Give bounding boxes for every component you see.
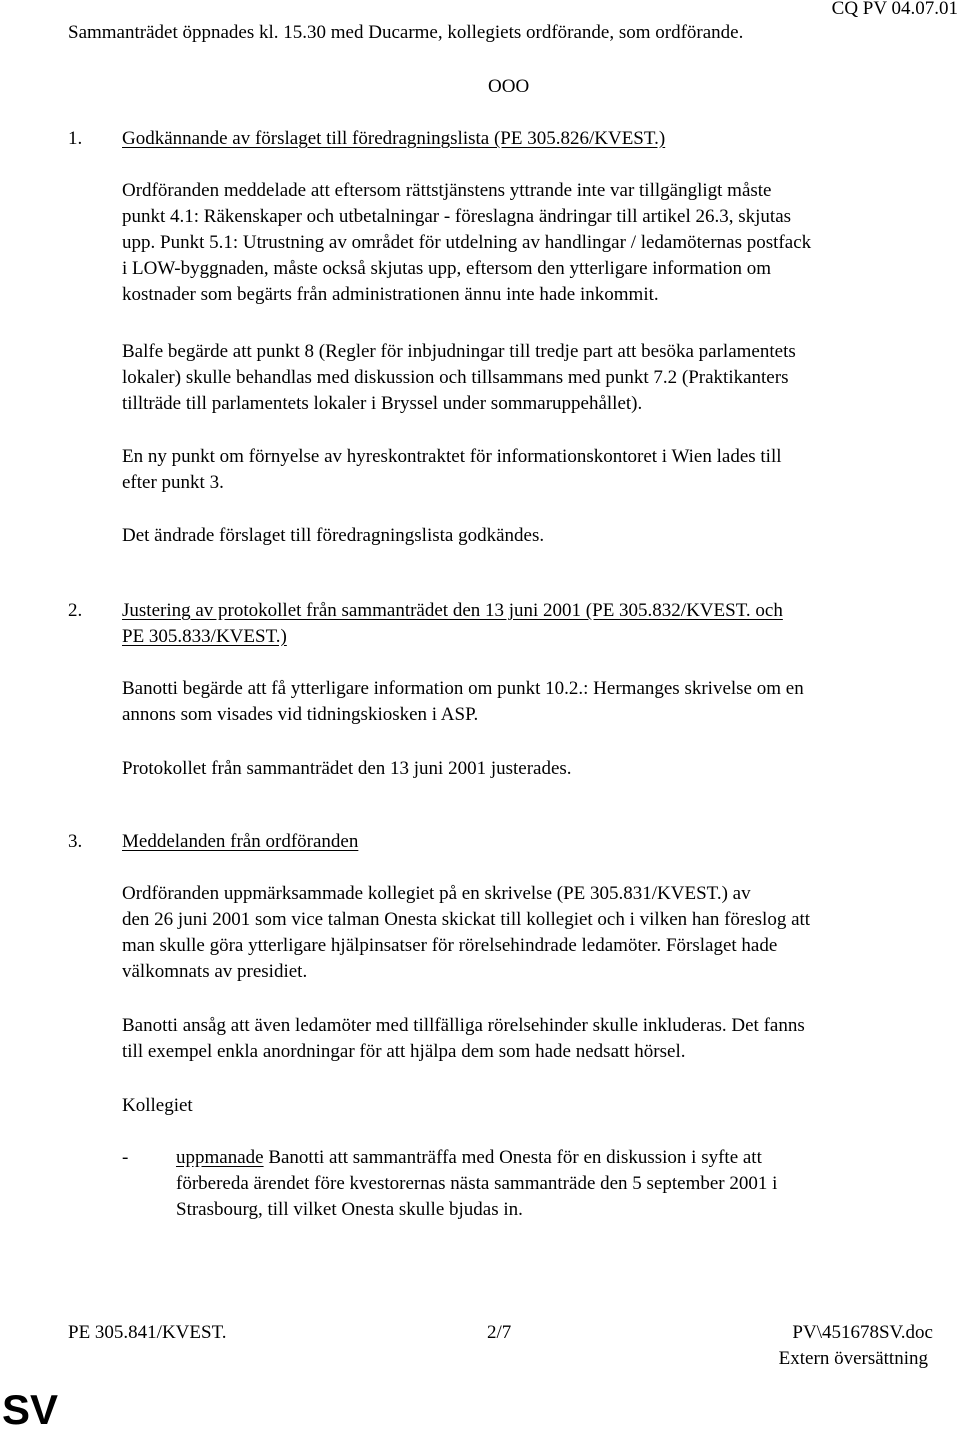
section-3-title: Meddelanden från ordföranden <box>122 831 359 852</box>
section-1-paragraph-2 <box>122 339 796 417</box>
text-line: den 26 juni 2001 som vice talman Onesta skickat till kollegiet och i vilken han föreslog att <box>122 909 811 930</box>
section-1-title: Godkännande av förslaget till föredragningslista (PE 305.826/KVEST.) <box>122 128 666 149</box>
footer-doc-ref: PE 305.841/KVEST. <box>68 1322 227 1343</box>
document-reference: CQ PV 04.07.01 <box>831 0 958 19</box>
text-line: Det ändrade förslaget till föredragningslista godkändes. <box>122 525 545 546</box>
text-line: förbereda ärendet före kvestorernas nästa sammanträde den 5 september 2001 i <box>176 1173 778 1194</box>
section-3-paragraph-1 <box>122 881 810 985</box>
section-1-paragraph-3 <box>122 444 782 496</box>
text-line: Protokollet från sammanträdet den 13 juni 2001 justerades. <box>122 758 572 779</box>
text-line: lokaler) skulle behandlas med diskussion och tillsammans med punkt 7.2 (Praktikanters <box>122 367 789 388</box>
section-1-paragraph-4 <box>122 523 544 549</box>
bullet-dash: - <box>122 1147 129 1168</box>
text-line: punkt 4.1: Räkenskaper och utbetalningar - föreslagna ändringar till artikel 26.3, skjutas <box>122 206 792 227</box>
text-line: välkomnats av presidiet. <box>122 961 308 982</box>
section-1-paragraph-1 <box>122 178 811 308</box>
opening-statement: Sammanträdet öppnades kl. 15.30 med Ducarme, kollegiets ordförande, som ordförande. <box>68 22 744 43</box>
text-line: Banotti ansåg att även ledamöter med tillfälliga rörelsehinder skulle inkluderas. Det fanns <box>122 1015 805 1036</box>
footer-page-number: 2/7 <box>487 1322 512 1343</box>
text-line: Ordföranden meddelade att eftersom rättstjänstens yttrande inte var tillgängligt måste <box>122 180 772 201</box>
section-3-paragraph-3 <box>122 1093 193 1119</box>
section-3-paragraph-2 <box>122 1013 805 1065</box>
text-line: Balfe begärde att punkt 8 (Regler för inbjudningar till tredje part att besöka parlamentets <box>122 341 796 362</box>
section-separator: OOO <box>488 76 530 97</box>
title-line: Justering av protokollet från sammanträdet den 13 juni 2001 (PE 305.832/KVEST. och <box>122 600 783 621</box>
text-line: man skulle göra ytterligare hjälpinsatser för rörelsehindrade ledamöter. Förslaget hade <box>122 935 778 956</box>
text-line: i LOW-byggnaden, måste också skjutas upp, eftersom den ytterligare information om <box>122 258 771 279</box>
section-2-paragraph-1 <box>122 676 804 728</box>
bullet-verb: uppmanade <box>176 1147 264 1168</box>
bullet-item <box>176 1145 777 1223</box>
text-line: En ny punkt om förnyelse av hyreskontraktet för informationskontoret i Wien lades till <box>122 446 782 467</box>
section-2-title <box>122 598 783 650</box>
text-line: kostnader som begärts från administrationen ännu inte hade inkommit. <box>122 284 659 305</box>
title-line: PE 305.833/KVEST.) <box>122 626 287 647</box>
text-line: upp. Punkt 5.1: Utrustning av området för utdelning av handlingar / ledamöternas postfack <box>122 232 812 253</box>
text-line: Banotti begärde att få ytterligare information om punkt 10.2.: Hermanges skrivelse om en <box>122 678 804 699</box>
text-line: Strasbourg, till vilket Onesta skulle bjudas in. <box>176 1199 523 1220</box>
section-1-number: 1. <box>68 128 83 149</box>
text-line: Ordföranden uppmärksammade kollegiet på en skrivelse (PE 305.831/KVEST.) av <box>122 883 751 904</box>
text-line: annons som visades vid tidningskiosken i ASP. <box>122 704 479 725</box>
footer-file-name: PV\451678SV.doc <box>792 1322 933 1343</box>
text-line: efter punkt 3. <box>122 472 224 493</box>
section-2-paragraph-2 <box>122 756 572 782</box>
text-line: till exempel enkla anordningar för att hjälpa dem som hade nedsatt hörsel. <box>122 1041 686 1062</box>
section-2-number: 2. <box>68 600 83 621</box>
footer-translation-note: Extern översättning <box>778 1348 928 1369</box>
language-code: SV <box>2 1386 59 1433</box>
text-line: tillträde till parlamentets lokaler i Bryssel under sommaruppehållet). <box>122 393 643 414</box>
text-line <box>176 1145 777 1171</box>
section-3-number: 3. <box>68 831 83 852</box>
bullet-line-rest: Banotti att sammanträffa med Onesta för en diskussion i syfte att <box>268 1147 762 1168</box>
text-line: Kollegiet <box>122 1095 193 1116</box>
